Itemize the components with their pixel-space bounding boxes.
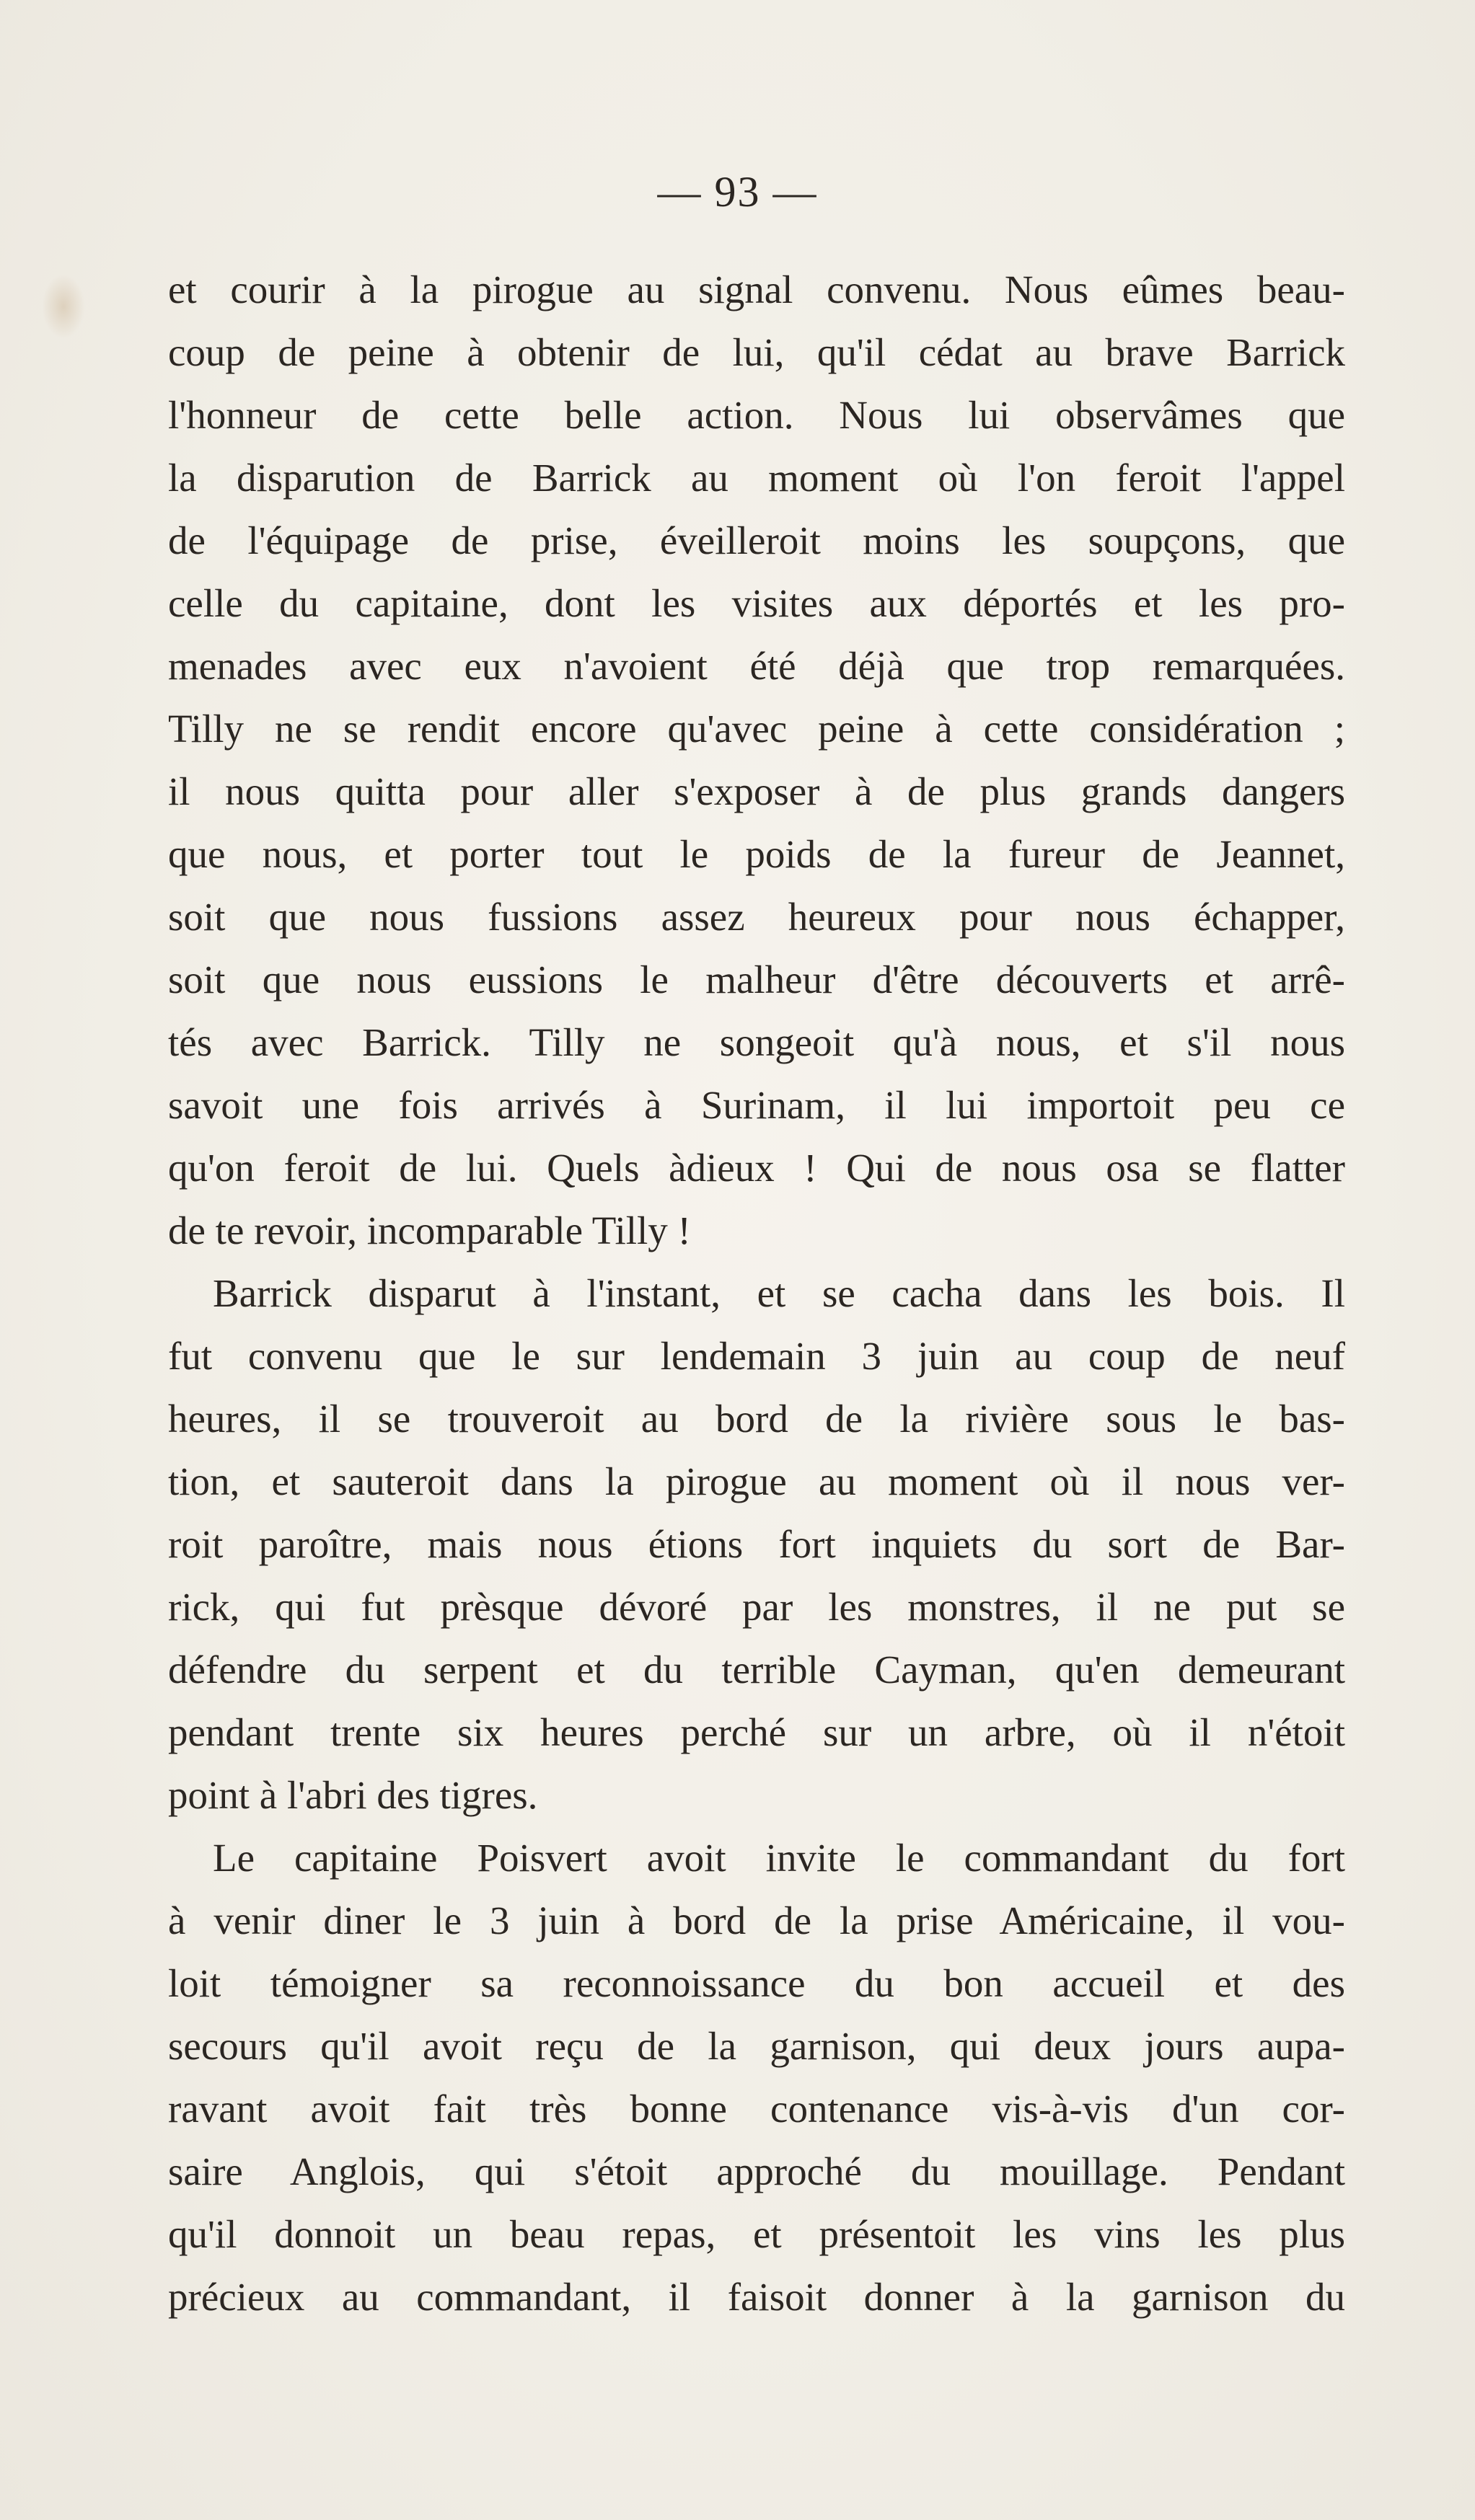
text-line: rick, qui fut prèsque dévoré par les monstres, il ne put se	[168, 1585, 1345, 1629]
text-line: celle du capitaine, dont les visites aux déportés et les pro-	[168, 581, 1345, 625]
text-line: de te revoir, incomparable Tilly !	[168, 1208, 691, 1252]
text-line: de l'équipage de prise, éveilleroit moins les soupçons, que	[168, 518, 1345, 562]
text-line: secours qu'il avoit reçu de la garnison, qui deux jours aupa-	[168, 2024, 1345, 2068]
text-line: pendant trente six heures perché sur un arbre, où il n'étoit	[168, 1710, 1345, 1754]
text-line: menades avec eux n'avoient été déjà que trop remarquées.	[168, 644, 1345, 688]
text-line: il nous quitta pour aller s'exposer à de plus grands dangers	[168, 769, 1345, 813]
text-line: la disparution de Barrick au moment où l'on feroit l'appel	[168, 456, 1345, 500]
text-line: l'honneur de cette belle action. Nous lui observâmes que	[168, 393, 1345, 437]
text-line: ravant avoit fait très bonne contenance vis-à-vis d'un cor-	[168, 2087, 1345, 2131]
text-line: point à l'abri des tigres.	[168, 1773, 538, 1817]
paper-stain	[42, 274, 85, 339]
text-line: à venir diner le 3 juin à bord de la prise Américaine, il vou-	[168, 1898, 1345, 1942]
text-line: qu'on feroit de lui. Quels àdieux ! Qui de nous osa se flatter	[168, 1146, 1345, 1190]
text-line: tion, et sauteroit dans la pirogue au moment où il nous ver-	[168, 1459, 1345, 1503]
text-line: savoit une fois arrivés à Surinam, il lui importoit peu ce	[168, 1083, 1345, 1127]
text-line: roit paroître, mais nous étions fort inquiets du sort de Bar-	[168, 1522, 1345, 1566]
body-text	[168, 258, 1345, 2328]
text-line: qu'il donnoit un beau repas, et présentoit les vins les plus	[168, 2212, 1345, 2256]
text-line: saire Anglois, qui s'étoit approché du mouillage. Pendant	[168, 2149, 1345, 2193]
text-line: Le capitaine Poisvert avoit invite le commandant du fort	[213, 1836, 1345, 1880]
text-line: tés avec Barrick. Tilly ne songeoit qu'à nous, et s'il nous	[168, 1020, 1345, 1064]
paragraph-1	[168, 258, 1345, 1262]
text-line: Barrick disparut à l'instant, et se cacha dans les bois. Il	[213, 1271, 1345, 1315]
text-line: précieux au commandant, il faisoit donner à la garnison du	[168, 2275, 1345, 2319]
text-line: que nous, et porter tout le poids de la fureur de Jeannet,	[168, 832, 1345, 876]
text-line: soit que nous eussions le malheur d'être découverts et arrê-	[168, 958, 1345, 1002]
text-line: loit témoigner sa reconnoissance du bon accueil et des	[168, 1961, 1345, 2005]
paragraph-3	[168, 1826, 1345, 2328]
paragraph-2	[168, 1262, 1345, 1826]
text-line: coup de peine à obtenir de lui, qu'il cédat au brave Barrick	[168, 330, 1345, 374]
text-line: défendre du serpent et du terrible Cayman, qu'en demeurant	[168, 1648, 1345, 1692]
page-number: — 93 —	[657, 168, 818, 216]
text-line: Tilly ne se rendit encore qu'avec peine à cette considération ;	[168, 707, 1345, 751]
text-line: fut convenu que le sur lendemain 3 juin au coup de neuf	[168, 1334, 1345, 1378]
text-line: heures, il se trouveroit au bord de la rivière sous le bas-	[168, 1397, 1345, 1441]
text-line: soit que nous fussions assez heureux pour nous échapper,	[168, 895, 1345, 939]
text-line: et courir à la pirogue au signal convenu. Nous eûmes beau-	[168, 268, 1345, 311]
